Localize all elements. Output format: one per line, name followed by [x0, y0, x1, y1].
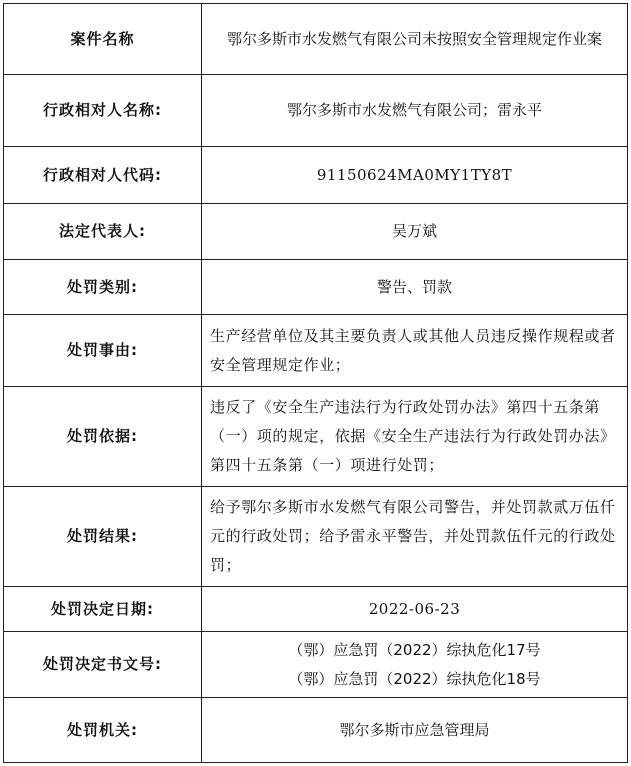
row-decision-doc-number — [4, 632, 628, 698]
decision-doc-number-label: 处罚决定书文号: — [4, 632, 202, 698]
decision-doc-number-value — [202, 632, 628, 698]
case-name-label: 案件名称 — [4, 4, 202, 75]
row-case-name — [4, 4, 628, 75]
doc-number-line-1: （鄂）应急罚（2022）综执危化17号 — [288, 640, 541, 659]
row-penalty-result — [4, 487, 628, 587]
row-decision-date — [4, 587, 628, 632]
doc-number-line-2: （鄂）应急罚（2022）综执危化18号 — [288, 669, 541, 688]
party-name-label: 行政相对人名称: — [4, 75, 202, 147]
penalty-type-label: 处罚类别: — [4, 260, 202, 315]
legal-rep-label: 法定代表人: — [4, 204, 202, 260]
penalty-reason-label: 处罚事由: — [4, 315, 202, 387]
penalty-authority-value: 鄂尔多斯市应急管理局 — [202, 698, 628, 763]
row-legal-rep — [4, 204, 628, 260]
row-penalty-type — [4, 260, 628, 315]
case-name-value: 鄂尔多斯市水发燃气有限公司未按照安全管理规定作业案 — [202, 4, 628, 75]
legal-rep-value: 吴万斌 — [202, 204, 628, 260]
penalty-authority-label: 处罚机关: — [4, 698, 202, 763]
party-code-label: 行政相对人代码: — [4, 147, 202, 204]
row-penalty-reason — [4, 315, 628, 387]
decision-date-label: 处罚决定日期: — [4, 587, 202, 632]
row-penalty-authority — [4, 698, 628, 763]
penalty-result-value: 给予鄂尔多斯市水发燃气有限公司警告，并处罚款贰万伍仟元的行政处罚；给予雷永平警告，并处罚款伍仟元的行政处罚； — [202, 487, 628, 587]
decision-date-value: 2022-06-23 — [202, 587, 628, 632]
party-name-value: 鄂尔多斯市水发燃气有限公司；雷永平 — [202, 75, 628, 147]
penalty-result-label: 处罚结果: — [4, 487, 202, 587]
party-code-value: 91150624MA0MY1TY8T — [202, 147, 628, 204]
penalty-basis-label: 处罚依据: — [4, 387, 202, 487]
penalty-reason-value: 生产经营单位及其主要负责人或其他人员违反操作规程或者安全管理规定作业； — [202, 315, 628, 387]
row-party-code — [4, 147, 628, 204]
penalty-basis-value: 违反了《安全生产违法行为行政处罚办法》第四十五条第（一）项的规定，依据《安全生产违法行为行政处罚办法》第四十五条第（一）项进行处罚； — [202, 387, 628, 487]
penalty-record-table — [3, 3, 628, 763]
penalty-type-value: 警告、罚款 — [202, 260, 628, 315]
row-party-name — [4, 75, 628, 147]
row-penalty-basis — [4, 387, 628, 487]
